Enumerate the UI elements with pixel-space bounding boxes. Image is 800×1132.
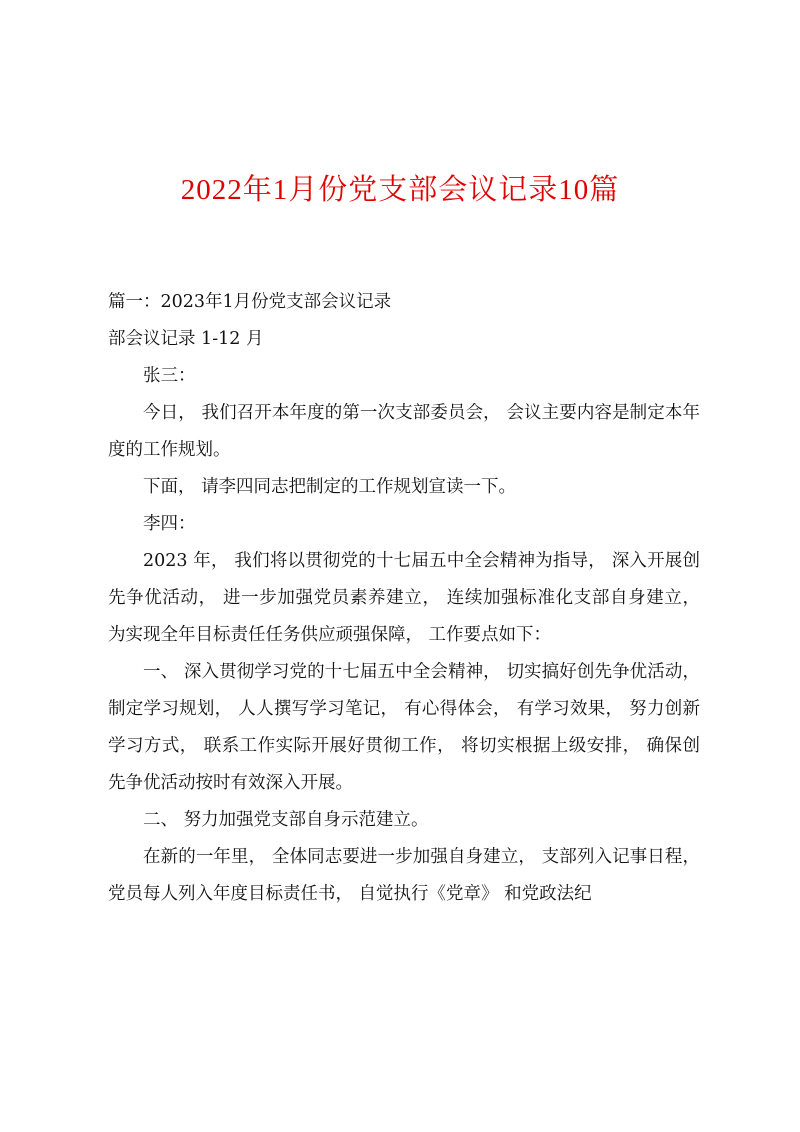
speaker-label: 张三：	[143, 366, 196, 386]
subheading: 部会议记录 1-12 月	[108, 329, 264, 349]
document-body	[108, 284, 700, 913]
speaker-label: 李四：	[143, 514, 196, 534]
paragraph: 二、 努力加强党支部自身示范建立。	[143, 810, 429, 830]
paragraph: 下面， 请李四同志把制定的工作规划宣读一下。	[143, 477, 517, 497]
paragraph: 今日， 我们召开本年度的第一次支部委员会， 会议主要内容是制定本年度的工作规划。	[108, 403, 700, 460]
paragraph: 在新的一年里， 全体同志要进一步加强自身建立， 支部列入记事日程， 党员每人列入年度目标责任书， 自觉执行《党章》 和党政法纪	[108, 847, 700, 904]
document-title: 2022年1月份党支部会议记录10篇	[180, 174, 620, 206]
paragraph: 一、 深入贯彻学习党的十七届五中全会精神， 切实搞好创先争优活动， 制定学习规划， 人人撰写学习笔记， 有心得体会， 有学习效果， 努力创新学习方式， 联系工作实际开展好贯彻工作， 将切实根据上级安排， 确保创先争优活动按时有效深入开展。	[108, 662, 700, 793]
section-heading: 篇一：2023年1月份党支部会议记录	[108, 292, 392, 312]
paragraph: 2023 年， 我们将以贯彻党的十七届五中全会精神为指导， 深入开展创先争优活动， 进一步加强党员素养建立， 连续加强标准化支部自身建立， 为实现全年目标责任任务供应顽强保障， 工作要点如下：	[108, 551, 700, 645]
